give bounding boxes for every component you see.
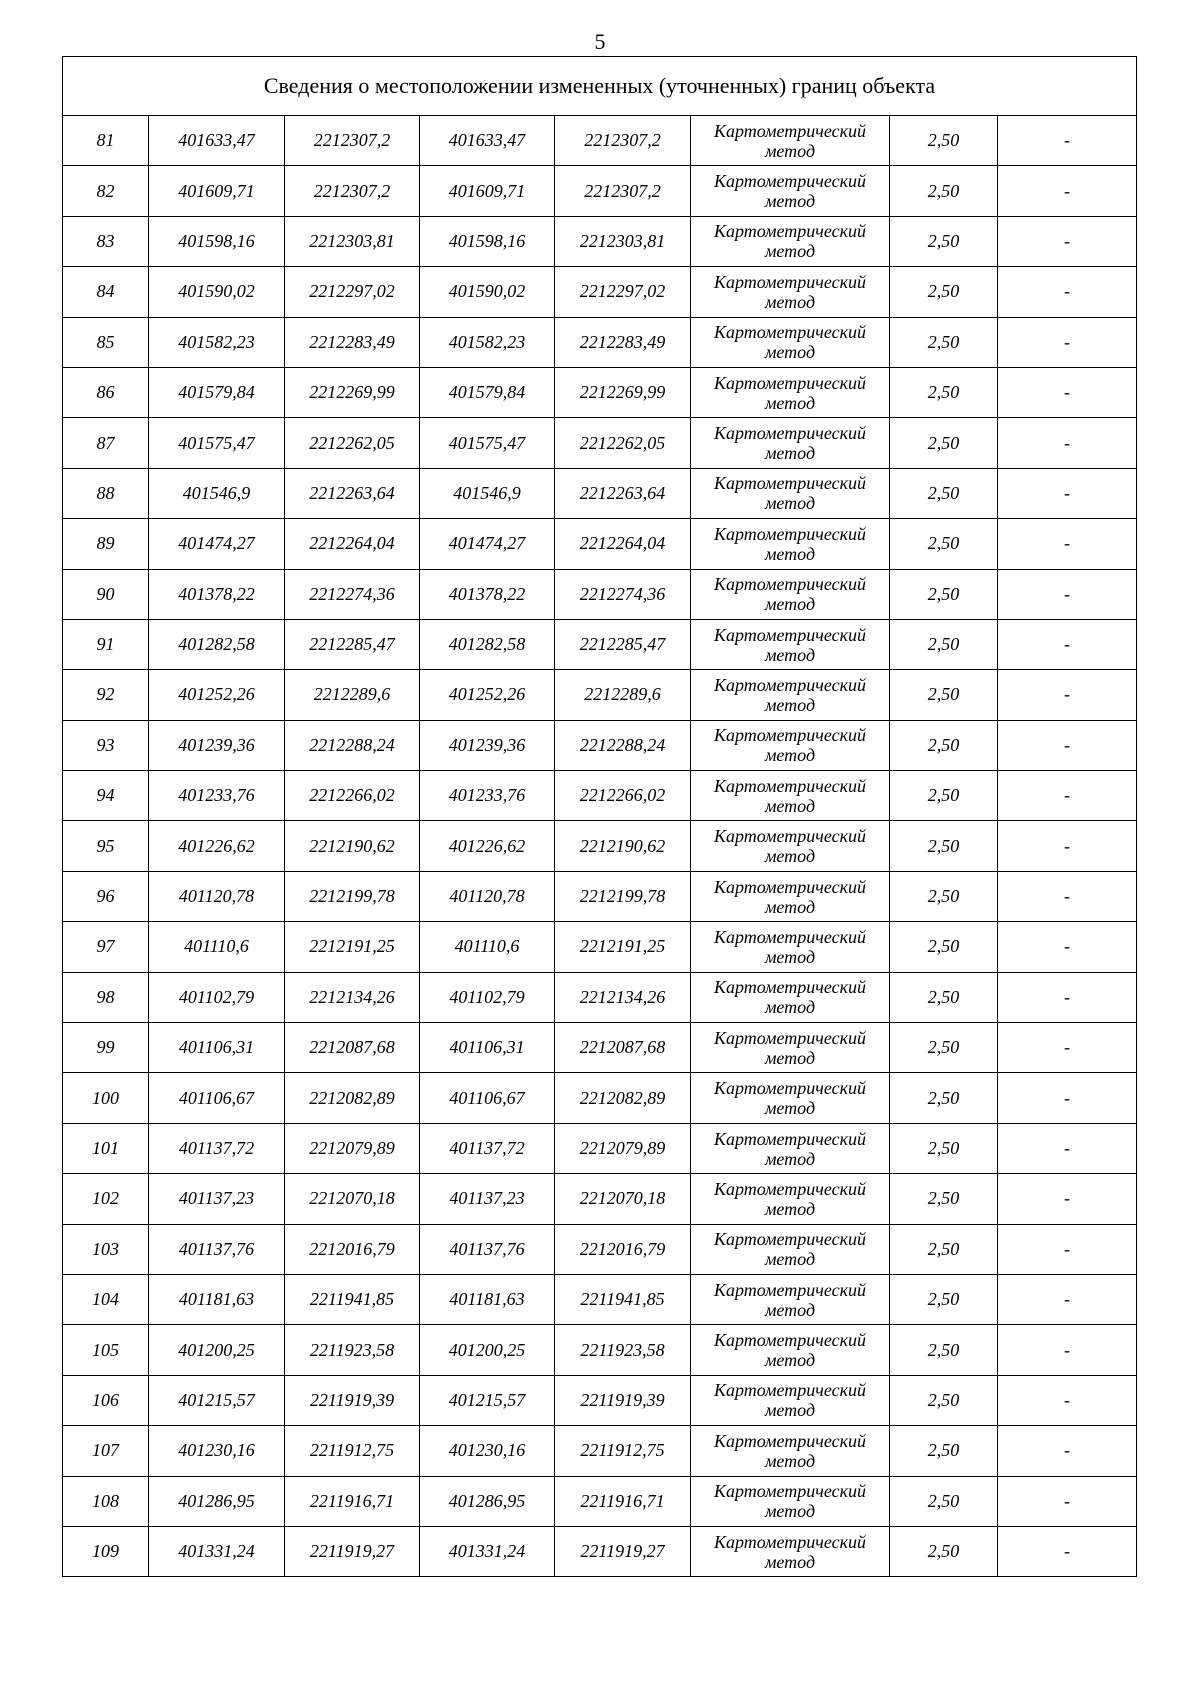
refined-y-cell: 2212285,47 bbox=[555, 619, 691, 669]
note-cell: - bbox=[998, 670, 1137, 720]
existing-y-cell: 2211919,27 bbox=[285, 1526, 420, 1576]
method-cell: Картометрический метод bbox=[691, 1426, 890, 1476]
refined-y-cell: 2211919,27 bbox=[555, 1526, 691, 1576]
existing-x-cell: 401282,58 bbox=[149, 619, 285, 669]
method-cell: Картометрический метод bbox=[691, 1274, 890, 1324]
existing-x-cell: 401137,72 bbox=[149, 1123, 285, 1173]
point-number-cell: 93 bbox=[63, 720, 149, 770]
existing-y-cell: 2212263,64 bbox=[285, 468, 420, 518]
method-cell: Картометрический метод bbox=[691, 670, 890, 720]
existing-y-cell: 2212190,62 bbox=[285, 821, 420, 871]
accuracy-cell: 2,50 bbox=[890, 670, 998, 720]
refined-x-cell: 401215,57 bbox=[420, 1375, 555, 1425]
point-number-cell: 81 bbox=[63, 116, 149, 166]
accuracy-cell: 2,50 bbox=[890, 771, 998, 821]
existing-x-cell: 401230,16 bbox=[149, 1426, 285, 1476]
point-number-cell: 101 bbox=[63, 1123, 149, 1173]
table-row bbox=[63, 720, 1137, 770]
note-cell: - bbox=[998, 871, 1137, 921]
refined-x-cell: 401137,72 bbox=[420, 1123, 555, 1173]
accuracy-cell: 2,50 bbox=[890, 468, 998, 518]
existing-y-cell: 2212070,18 bbox=[285, 1174, 420, 1224]
method-cell: Картометрический метод bbox=[691, 519, 890, 569]
table-row bbox=[63, 1526, 1137, 1576]
accuracy-cell: 2,50 bbox=[890, 317, 998, 367]
existing-y-cell: 2212303,81 bbox=[285, 216, 420, 266]
point-number-cell: 95 bbox=[63, 821, 149, 871]
refined-x-cell: 401282,58 bbox=[420, 619, 555, 669]
existing-x-cell: 401633,47 bbox=[149, 116, 285, 166]
note-cell: - bbox=[998, 1174, 1137, 1224]
refined-y-cell: 2212289,6 bbox=[555, 670, 691, 720]
existing-y-cell: 2212134,26 bbox=[285, 972, 420, 1022]
method-cell: Картометрический метод bbox=[691, 771, 890, 821]
method-cell: Картометрический метод bbox=[691, 418, 890, 468]
refined-y-cell: 2211923,58 bbox=[555, 1325, 691, 1375]
table-row bbox=[63, 1274, 1137, 1324]
method-cell: Картометрический метод bbox=[691, 922, 890, 972]
existing-x-cell: 401200,25 bbox=[149, 1325, 285, 1375]
table-row bbox=[63, 116, 1137, 166]
table-row bbox=[63, 317, 1137, 367]
table-row bbox=[63, 569, 1137, 619]
refined-y-cell: 2212264,04 bbox=[555, 519, 691, 569]
note-cell: - bbox=[998, 1526, 1137, 1576]
note-cell: - bbox=[998, 1375, 1137, 1425]
note-cell: - bbox=[998, 1073, 1137, 1123]
point-number-cell: 83 bbox=[63, 216, 149, 266]
method-cell: Картометрический метод bbox=[691, 972, 890, 1022]
table-row bbox=[63, 216, 1137, 266]
method-cell: Картометрический метод bbox=[691, 569, 890, 619]
existing-y-cell: 2212307,2 bbox=[285, 166, 420, 216]
table-row bbox=[63, 670, 1137, 720]
note-cell: - bbox=[998, 1426, 1137, 1476]
refined-x-cell: 401609,71 bbox=[420, 166, 555, 216]
point-number-cell: 103 bbox=[63, 1224, 149, 1274]
method-cell: Картометрический метод bbox=[691, 1073, 890, 1123]
existing-y-cell: 2212274,36 bbox=[285, 569, 420, 619]
refined-x-cell: 401120,78 bbox=[420, 871, 555, 921]
table-row bbox=[63, 267, 1137, 317]
refined-y-cell: 2212307,2 bbox=[555, 166, 691, 216]
point-number-cell: 94 bbox=[63, 771, 149, 821]
accuracy-cell: 2,50 bbox=[890, 116, 998, 166]
accuracy-cell: 2,50 bbox=[890, 871, 998, 921]
accuracy-cell: 2,50 bbox=[890, 1526, 998, 1576]
accuracy-cell: 2,50 bbox=[890, 1123, 998, 1173]
refined-y-cell: 2211912,75 bbox=[555, 1426, 691, 1476]
note-cell: - bbox=[998, 1123, 1137, 1173]
existing-x-cell: 401609,71 bbox=[149, 166, 285, 216]
method-cell: Картометрический метод bbox=[691, 1325, 890, 1375]
existing-y-cell: 2212087,68 bbox=[285, 1023, 420, 1073]
existing-x-cell: 401474,27 bbox=[149, 519, 285, 569]
existing-y-cell: 2212283,49 bbox=[285, 317, 420, 367]
accuracy-cell: 2,50 bbox=[890, 1325, 998, 1375]
refined-y-cell: 2211941,85 bbox=[555, 1274, 691, 1324]
note-cell: - bbox=[998, 317, 1137, 367]
point-number-cell: 82 bbox=[63, 166, 149, 216]
existing-x-cell: 401106,31 bbox=[149, 1023, 285, 1073]
accuracy-cell: 2,50 bbox=[890, 1375, 998, 1425]
table-row bbox=[63, 619, 1137, 669]
note-cell: - bbox=[998, 1023, 1137, 1073]
table-row bbox=[63, 1426, 1137, 1476]
existing-x-cell: 401579,84 bbox=[149, 367, 285, 417]
refined-y-cell: 2212274,36 bbox=[555, 569, 691, 619]
refined-y-cell: 2211919,39 bbox=[555, 1375, 691, 1425]
note-cell: - bbox=[998, 116, 1137, 166]
accuracy-cell: 2,50 bbox=[890, 1274, 998, 1324]
existing-y-cell: 2212082,89 bbox=[285, 1073, 420, 1123]
refined-x-cell: 401590,02 bbox=[420, 267, 555, 317]
refined-x-cell: 401546,9 bbox=[420, 468, 555, 518]
table-row bbox=[63, 821, 1137, 871]
note-cell: - bbox=[998, 1224, 1137, 1274]
refined-x-cell: 401598,16 bbox=[420, 216, 555, 266]
refined-x-cell: 401239,36 bbox=[420, 720, 555, 770]
table-row bbox=[63, 1174, 1137, 1224]
note-cell: - bbox=[998, 619, 1137, 669]
existing-x-cell: 401582,23 bbox=[149, 317, 285, 367]
refined-x-cell: 401181,63 bbox=[420, 1274, 555, 1324]
existing-y-cell: 2212199,78 bbox=[285, 871, 420, 921]
refined-y-cell: 2212269,99 bbox=[555, 367, 691, 417]
refined-y-cell: 2212191,25 bbox=[555, 922, 691, 972]
refined-x-cell: 401378,22 bbox=[420, 569, 555, 619]
refined-y-cell: 2212283,49 bbox=[555, 317, 691, 367]
point-number-cell: 87 bbox=[63, 418, 149, 468]
accuracy-cell: 2,50 bbox=[890, 720, 998, 770]
method-cell: Картометрический метод bbox=[691, 166, 890, 216]
refined-y-cell: 2211916,71 bbox=[555, 1476, 691, 1526]
refined-y-cell: 2212190,62 bbox=[555, 821, 691, 871]
note-cell: - bbox=[998, 1325, 1137, 1375]
existing-y-cell: 2212297,02 bbox=[285, 267, 420, 317]
method-cell: Картометрический метод bbox=[691, 116, 890, 166]
accuracy-cell: 2,50 bbox=[890, 1476, 998, 1526]
existing-y-cell: 2211916,71 bbox=[285, 1476, 420, 1526]
existing-x-cell: 401137,76 bbox=[149, 1224, 285, 1274]
existing-y-cell: 2212264,04 bbox=[285, 519, 420, 569]
refined-y-cell: 2212199,78 bbox=[555, 871, 691, 921]
existing-y-cell: 2212288,24 bbox=[285, 720, 420, 770]
point-number-cell: 104 bbox=[63, 1274, 149, 1324]
refined-y-cell: 2212070,18 bbox=[555, 1174, 691, 1224]
refined-x-cell: 401582,23 bbox=[420, 317, 555, 367]
existing-y-cell: 2211912,75 bbox=[285, 1426, 420, 1476]
note-cell: - bbox=[998, 1274, 1137, 1324]
table-title: Сведения о местоположении измененных (уточненных) границ объекта bbox=[63, 57, 1137, 116]
method-cell: Картометрический метод bbox=[691, 267, 890, 317]
method-cell: Картометрический метод bbox=[691, 1526, 890, 1576]
existing-x-cell: 401331,24 bbox=[149, 1526, 285, 1576]
note-cell: - bbox=[998, 771, 1137, 821]
accuracy-cell: 2,50 bbox=[890, 619, 998, 669]
refined-x-cell: 401230,16 bbox=[420, 1426, 555, 1476]
existing-y-cell: 2211919,39 bbox=[285, 1375, 420, 1425]
point-number-cell: 92 bbox=[63, 670, 149, 720]
existing-y-cell: 2212016,79 bbox=[285, 1224, 420, 1274]
existing-x-cell: 401239,36 bbox=[149, 720, 285, 770]
table-row bbox=[63, 771, 1137, 821]
existing-x-cell: 401546,9 bbox=[149, 468, 285, 518]
table-row bbox=[63, 418, 1137, 468]
table-row bbox=[63, 1123, 1137, 1173]
method-cell: Картометрический метод bbox=[691, 871, 890, 921]
existing-y-cell: 2212262,05 bbox=[285, 418, 420, 468]
note-cell: - bbox=[998, 216, 1137, 266]
table-row bbox=[63, 367, 1137, 417]
method-cell: Картометрический метод bbox=[691, 619, 890, 669]
note-cell: - bbox=[998, 972, 1137, 1022]
note-cell: - bbox=[998, 922, 1137, 972]
existing-y-cell: 2212285,47 bbox=[285, 619, 420, 669]
refined-x-cell: 401331,24 bbox=[420, 1526, 555, 1576]
refined-x-cell: 401575,47 bbox=[420, 418, 555, 468]
accuracy-cell: 2,50 bbox=[890, 418, 998, 468]
method-cell: Картометрический метод bbox=[691, 1224, 890, 1274]
existing-y-cell: 2212191,25 bbox=[285, 922, 420, 972]
accuracy-cell: 2,50 bbox=[890, 216, 998, 266]
method-cell: Картометрический метод bbox=[691, 216, 890, 266]
accuracy-cell: 2,50 bbox=[890, 166, 998, 216]
accuracy-cell: 2,50 bbox=[890, 1426, 998, 1476]
existing-x-cell: 401575,47 bbox=[149, 418, 285, 468]
existing-x-cell: 401598,16 bbox=[149, 216, 285, 266]
point-number-cell: 96 bbox=[63, 871, 149, 921]
refined-x-cell: 401106,67 bbox=[420, 1073, 555, 1123]
note-cell: - bbox=[998, 720, 1137, 770]
refined-y-cell: 2212087,68 bbox=[555, 1023, 691, 1073]
accuracy-cell: 2,50 bbox=[890, 519, 998, 569]
point-number-cell: 106 bbox=[63, 1375, 149, 1425]
existing-y-cell: 2212307,2 bbox=[285, 116, 420, 166]
refined-x-cell: 401110,6 bbox=[420, 922, 555, 972]
existing-x-cell: 401215,57 bbox=[149, 1375, 285, 1425]
method-cell: Картометрический метод bbox=[691, 367, 890, 417]
note-cell: - bbox=[998, 821, 1137, 871]
existing-x-cell: 401181,63 bbox=[149, 1274, 285, 1324]
accuracy-cell: 2,50 bbox=[890, 1174, 998, 1224]
table-title-row bbox=[63, 57, 1137, 116]
table-row bbox=[63, 1073, 1137, 1123]
existing-x-cell: 401106,67 bbox=[149, 1073, 285, 1123]
accuracy-cell: 2,50 bbox=[890, 821, 998, 871]
point-number-cell: 98 bbox=[63, 972, 149, 1022]
accuracy-cell: 2,50 bbox=[890, 922, 998, 972]
method-cell: Картометрический метод bbox=[691, 720, 890, 770]
table-row bbox=[63, 972, 1137, 1022]
accuracy-cell: 2,50 bbox=[890, 972, 998, 1022]
note-cell: - bbox=[998, 267, 1137, 317]
refined-y-cell: 2212082,89 bbox=[555, 1073, 691, 1123]
existing-x-cell: 401226,62 bbox=[149, 821, 285, 871]
refined-x-cell: 401102,79 bbox=[420, 972, 555, 1022]
table-row bbox=[63, 871, 1137, 921]
refined-y-cell: 2212079,89 bbox=[555, 1123, 691, 1173]
point-number-cell: 99 bbox=[63, 1023, 149, 1073]
refined-x-cell: 401137,23 bbox=[420, 1174, 555, 1224]
method-cell: Картометрический метод bbox=[691, 1476, 890, 1526]
refined-x-cell: 401252,26 bbox=[420, 670, 555, 720]
refined-x-cell: 401233,76 bbox=[420, 771, 555, 821]
existing-y-cell: 2212269,99 bbox=[285, 367, 420, 417]
method-cell: Картометрический метод bbox=[691, 317, 890, 367]
refined-y-cell: 2212303,81 bbox=[555, 216, 691, 266]
accuracy-cell: 2,50 bbox=[890, 267, 998, 317]
point-number-cell: 85 bbox=[63, 317, 149, 367]
coordinates-table bbox=[62, 56, 1137, 1577]
existing-y-cell: 2211923,58 bbox=[285, 1325, 420, 1375]
point-number-cell: 97 bbox=[63, 922, 149, 972]
note-cell: - bbox=[998, 519, 1137, 569]
existing-x-cell: 401252,26 bbox=[149, 670, 285, 720]
table-row bbox=[63, 468, 1137, 518]
existing-y-cell: 2212289,6 bbox=[285, 670, 420, 720]
refined-y-cell: 2212307,2 bbox=[555, 116, 691, 166]
table-row bbox=[63, 1476, 1137, 1526]
method-cell: Картометрический метод bbox=[691, 468, 890, 518]
table-row bbox=[63, 1023, 1137, 1073]
point-number-cell: 88 bbox=[63, 468, 149, 518]
refined-x-cell: 401286,95 bbox=[420, 1476, 555, 1526]
point-number-cell: 84 bbox=[63, 267, 149, 317]
point-number-cell: 108 bbox=[63, 1476, 149, 1526]
refined-y-cell: 2212266,02 bbox=[555, 771, 691, 821]
note-cell: - bbox=[998, 468, 1137, 518]
refined-x-cell: 401579,84 bbox=[420, 367, 555, 417]
existing-x-cell: 401590,02 bbox=[149, 267, 285, 317]
method-cell: Картометрический метод bbox=[691, 1375, 890, 1425]
table-row bbox=[63, 922, 1137, 972]
accuracy-cell: 2,50 bbox=[890, 569, 998, 619]
table-row bbox=[63, 519, 1137, 569]
point-number-cell: 91 bbox=[63, 619, 149, 669]
refined-y-cell: 2212288,24 bbox=[555, 720, 691, 770]
note-cell: - bbox=[998, 569, 1137, 619]
accuracy-cell: 2,50 bbox=[890, 1224, 998, 1274]
table-row bbox=[63, 1325, 1137, 1375]
page-number: 5 bbox=[594, 29, 606, 54]
existing-y-cell: 2212079,89 bbox=[285, 1123, 420, 1173]
point-number-cell: 90 bbox=[63, 569, 149, 619]
refined-y-cell: 2212297,02 bbox=[555, 267, 691, 317]
refined-x-cell: 401226,62 bbox=[420, 821, 555, 871]
note-cell: - bbox=[998, 418, 1137, 468]
existing-x-cell: 401233,76 bbox=[149, 771, 285, 821]
existing-x-cell: 401102,79 bbox=[149, 972, 285, 1022]
point-number-cell: 89 bbox=[63, 519, 149, 569]
method-cell: Картометрический метод bbox=[691, 1123, 890, 1173]
method-cell: Картометрический метод bbox=[691, 821, 890, 871]
refined-x-cell: 401200,25 bbox=[420, 1325, 555, 1375]
refined-y-cell: 2212262,05 bbox=[555, 418, 691, 468]
refined-x-cell: 401633,47 bbox=[420, 116, 555, 166]
existing-x-cell: 401137,23 bbox=[149, 1174, 285, 1224]
accuracy-cell: 2,50 bbox=[890, 367, 998, 417]
refined-x-cell: 401106,31 bbox=[420, 1023, 555, 1073]
point-number-cell: 109 bbox=[63, 1526, 149, 1576]
existing-x-cell: 401110,6 bbox=[149, 922, 285, 972]
existing-y-cell: 2211941,85 bbox=[285, 1274, 420, 1324]
refined-y-cell: 2212134,26 bbox=[555, 972, 691, 1022]
existing-x-cell: 401286,95 bbox=[149, 1476, 285, 1526]
note-cell: - bbox=[998, 367, 1137, 417]
note-cell: - bbox=[998, 1476, 1137, 1526]
point-number-cell: 107 bbox=[63, 1426, 149, 1476]
existing-x-cell: 401120,78 bbox=[149, 871, 285, 921]
note-cell: - bbox=[998, 166, 1137, 216]
point-number-cell: 86 bbox=[63, 367, 149, 417]
point-number-cell: 102 bbox=[63, 1174, 149, 1224]
refined-y-cell: 2212263,64 bbox=[555, 468, 691, 518]
refined-x-cell: 401137,76 bbox=[420, 1224, 555, 1274]
point-number-cell: 100 bbox=[63, 1073, 149, 1123]
method-cell: Картометрический метод bbox=[691, 1023, 890, 1073]
accuracy-cell: 2,50 bbox=[890, 1073, 998, 1123]
existing-x-cell: 401378,22 bbox=[149, 569, 285, 619]
table-row bbox=[63, 1375, 1137, 1425]
refined-x-cell: 401474,27 bbox=[420, 519, 555, 569]
table-row bbox=[63, 1224, 1137, 1274]
method-cell: Картометрический метод bbox=[691, 1174, 890, 1224]
refined-y-cell: 2212016,79 bbox=[555, 1224, 691, 1274]
accuracy-cell: 2,50 bbox=[890, 1023, 998, 1073]
existing-y-cell: 2212266,02 bbox=[285, 771, 420, 821]
point-number-cell: 105 bbox=[63, 1325, 149, 1375]
table-row bbox=[63, 166, 1137, 216]
